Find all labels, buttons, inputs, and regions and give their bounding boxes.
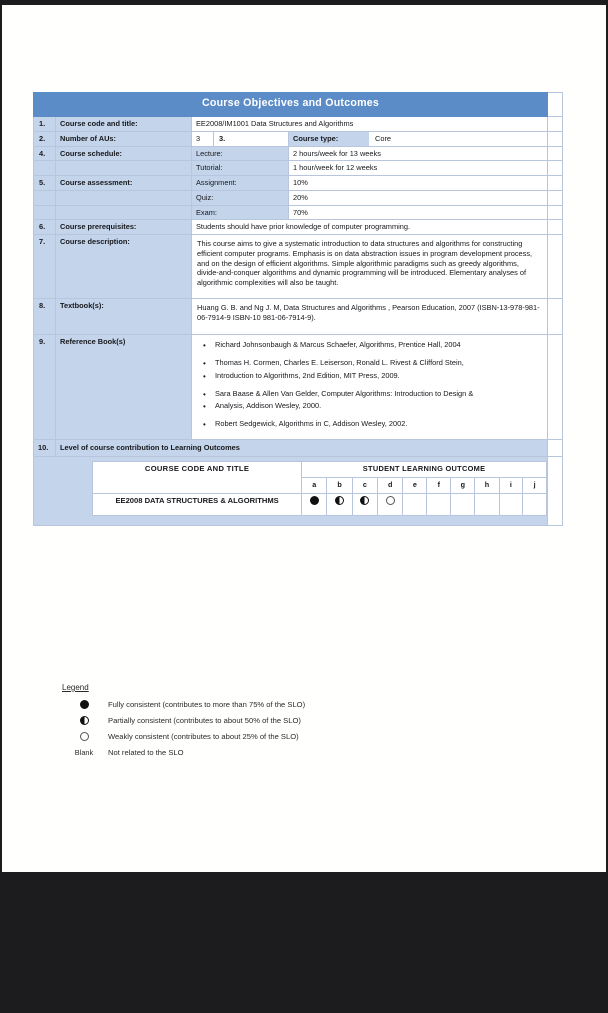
schedule-sub-tutorial: Tutorial:	[192, 161, 289, 176]
legend-text-blank: Not related to the SLO	[108, 747, 184, 757]
slo-letter-d: d	[378, 477, 403, 493]
right-margin-cell	[548, 439, 563, 456]
slo-mark-g	[451, 493, 475, 515]
right-margin-cell	[548, 116, 563, 131]
row-label-course-type: Course type:	[289, 132, 369, 146]
slo-letter-g: g	[451, 477, 475, 493]
table-row	[34, 161, 563, 176]
slo-letter-i: i	[499, 477, 523, 493]
row-value-course-code: EE2008/IM1001 Data Structures and Algorithms	[192, 116, 548, 131]
row-number-3	[214, 131, 289, 146]
right-margin-cell	[548, 93, 563, 117]
table-row	[34, 220, 563, 235]
slo-course-col-header: COURSE CODE AND TITLE	[93, 461, 302, 493]
schedule-value-tutorial: 1 hour/week for 12 weeks	[289, 161, 548, 176]
legend-symbol-fully	[62, 699, 106, 709]
table-row	[34, 235, 563, 299]
row-number-3-text: 3.	[219, 133, 226, 143]
row-number-spacer	[34, 161, 56, 176]
slo-mark-j	[523, 493, 547, 515]
legend-symbol-blank: Blank	[74, 747, 94, 757]
slo-mark-f	[427, 493, 451, 515]
right-margin-cell	[548, 298, 563, 335]
row-label-spacer	[56, 190, 192, 205]
course-syllabus-table	[33, 92, 563, 526]
table-row	[34, 298, 563, 335]
legend-text-fully: Fully consistent (contributes to more than 75% of the SLO)	[108, 699, 306, 709]
row-number-1: 1.	[34, 116, 56, 131]
row-number-8: 8.	[34, 298, 56, 335]
legend	[62, 683, 305, 760]
row-label-textbooks: Textbook(s):	[56, 298, 192, 335]
slo-course-title: EE2008 DATA STRUCTURES & ALGORITHMS	[93, 493, 302, 515]
assessment-sub-exam: Exam:	[192, 205, 289, 220]
table-banner-row	[34, 93, 563, 117]
assessment-value-assignment: 10%	[289, 176, 548, 191]
row-label-spacer	[56, 161, 192, 176]
assessment-sub-quiz: Quiz:	[192, 190, 289, 205]
slo-letter-e: e	[403, 477, 427, 493]
legend-row-partially	[62, 712, 305, 728]
row-value-reference-books	[192, 335, 548, 439]
slo-mark-a	[302, 493, 327, 515]
slo-mark-d	[378, 493, 403, 515]
reference-book-list	[198, 340, 541, 429]
weakly-consistent-icon	[80, 732, 89, 741]
row-label-course-code: Course code and title:	[56, 116, 192, 131]
banner-title: Course Objectives and Outcomes	[34, 93, 548, 117]
row-value-course-prerequisites: Students should have prior knowledge of computer programming.	[192, 220, 548, 235]
row-label-learning-outcomes: Level of course contribution to Learning Outcomes	[56, 439, 548, 456]
assessment-sub-assignment: Assignment:	[192, 176, 289, 191]
assessment-value-quiz: 20%	[289, 190, 548, 205]
slo-mark-e	[403, 493, 427, 515]
row-value-course-type: Core	[369, 132, 547, 146]
schedule-sub-lecture: Lecture:	[192, 146, 289, 161]
right-margin-cell	[548, 161, 563, 176]
row-label-course-assessment: Course assessment:	[56, 176, 192, 191]
table-row	[34, 335, 563, 439]
slo-letter-j: j	[523, 477, 547, 493]
right-margin-cell	[548, 176, 563, 191]
list-item: • Analysis, Addison Wesley, 2000.	[213, 401, 541, 412]
right-margin-cell	[548, 456, 563, 525]
row-number-2: 2.	[34, 131, 56, 146]
slo-matrix-container	[34, 456, 548, 525]
slo-letter-a: a	[302, 477, 327, 493]
right-margin-cell	[548, 335, 563, 439]
legend-title: Legend	[62, 683, 89, 692]
weakly-consistent-icon	[386, 496, 395, 505]
document-page	[2, 5, 606, 872]
legend-row-weakly	[62, 728, 305, 744]
row-number-spacer	[34, 205, 56, 220]
slo-matrix-table	[92, 461, 547, 516]
right-margin-cell	[548, 131, 563, 146]
row-value-number-of-aus: 3	[192, 131, 214, 146]
row-label-spacer	[56, 205, 192, 220]
row-value-course-description: This course aims to give a systematic introduction to data structures and algorithms for constructing efficient computer programs. Emphasis is on data abstraction issues in program development process, and on the design of efficient algorithms. Simple algorithmic paradigms such as greedy algorithms, divide-and-conquer algorithms and dynamic programming will be introduced. Elementary analyses of algorithmic complexities will also be taught.	[192, 235, 548, 299]
right-margin-cell	[548, 146, 563, 161]
row-number-9: 9.	[34, 335, 56, 439]
legend-row-blank	[62, 744, 305, 760]
right-margin-cell	[548, 235, 563, 299]
slo-letter-f: f	[427, 477, 451, 493]
legend-text-partially: Partially consistent (contributes to about 50% of the SLO)	[108, 715, 301, 725]
slo-letter-h: h	[475, 477, 499, 493]
list-item: • Richard Johnsonbaugh & Marcus Schaefer, Algorithms, Prentice Hall, 2004	[213, 340, 541, 351]
slo-mark-b	[327, 493, 352, 515]
table-row	[34, 146, 563, 161]
fully-consistent-icon	[310, 496, 319, 505]
list-item: • Robert Sedgewick, Algorithms in C, Addison Wesley, 2002.	[213, 419, 541, 430]
right-margin-cell	[548, 190, 563, 205]
slo-letter-c: c	[352, 477, 377, 493]
slo-mark-i	[499, 493, 523, 515]
row-label-course-schedule: Course schedule:	[56, 146, 192, 161]
assessment-value-exam: 70%	[289, 205, 548, 220]
slo-header-row-1	[93, 461, 547, 477]
table-row	[34, 439, 563, 456]
table-row	[34, 190, 563, 205]
slo-group-header: STUDENT LEARNING OUTCOME	[302, 461, 547, 477]
right-margin-cell	[548, 205, 563, 220]
slo-course-row	[93, 493, 547, 515]
partially-consistent-icon	[80, 716, 89, 725]
legend-symbol-partially	[62, 715, 106, 725]
table-row	[34, 456, 563, 525]
slo-mark-c	[352, 493, 377, 515]
course-type-cell	[289, 131, 548, 146]
table-row	[34, 176, 563, 191]
list-item: • Thomas H. Cormen, Charles E. Leiserson, Ronald L. Rivest & Clifford Stein,	[213, 358, 541, 369]
table-row	[34, 131, 563, 146]
list-item: • Sara Baase & Allen Van Gelder, Computer Algorithms: Introduction to Design &	[213, 389, 541, 400]
row-label-reference-books: Reference Book(s)	[56, 335, 192, 439]
table-row	[34, 205, 563, 220]
partially-consistent-icon	[335, 496, 344, 505]
slo-letter-b: b	[327, 477, 352, 493]
row-number-6: 6.	[34, 220, 56, 235]
schedule-value-lecture: 2 hours/week for 13 weeks	[289, 146, 548, 161]
fully-consistent-icon	[80, 700, 89, 709]
row-label-course-prerequisites: Course prerequisites:	[56, 220, 192, 235]
partially-consistent-icon	[360, 496, 369, 505]
table-row	[34, 116, 563, 131]
right-margin-cell	[548, 220, 563, 235]
row-number-5: 5.	[34, 176, 56, 191]
legend-symbol-weakly	[62, 731, 106, 741]
legend-text-weakly: Weakly consistent (contributes to about 25% of the SLO)	[108, 731, 299, 741]
row-number-4: 4.	[34, 146, 56, 161]
row-label-course-description: Course description:	[56, 235, 192, 299]
row-number-7: 7.	[34, 235, 56, 299]
list-item: • Introduction to Algorithms, 2nd Edition, MIT Press, 2009.	[213, 371, 541, 382]
row-value-textbooks: Huang G. B. and Ng J. M, Data Structures and Algorithms , Pearson Education, 2007 (ISBN-13-978-981-06-7914-9 ISBN-10 981-06-7914-9).	[192, 298, 548, 335]
legend-row-fully	[62, 696, 305, 712]
row-number-10: 10.	[34, 439, 56, 456]
row-number-spacer	[34, 190, 56, 205]
row-label-number-of-aus: Number of AUs:	[56, 131, 192, 146]
slo-mark-h	[475, 493, 499, 515]
